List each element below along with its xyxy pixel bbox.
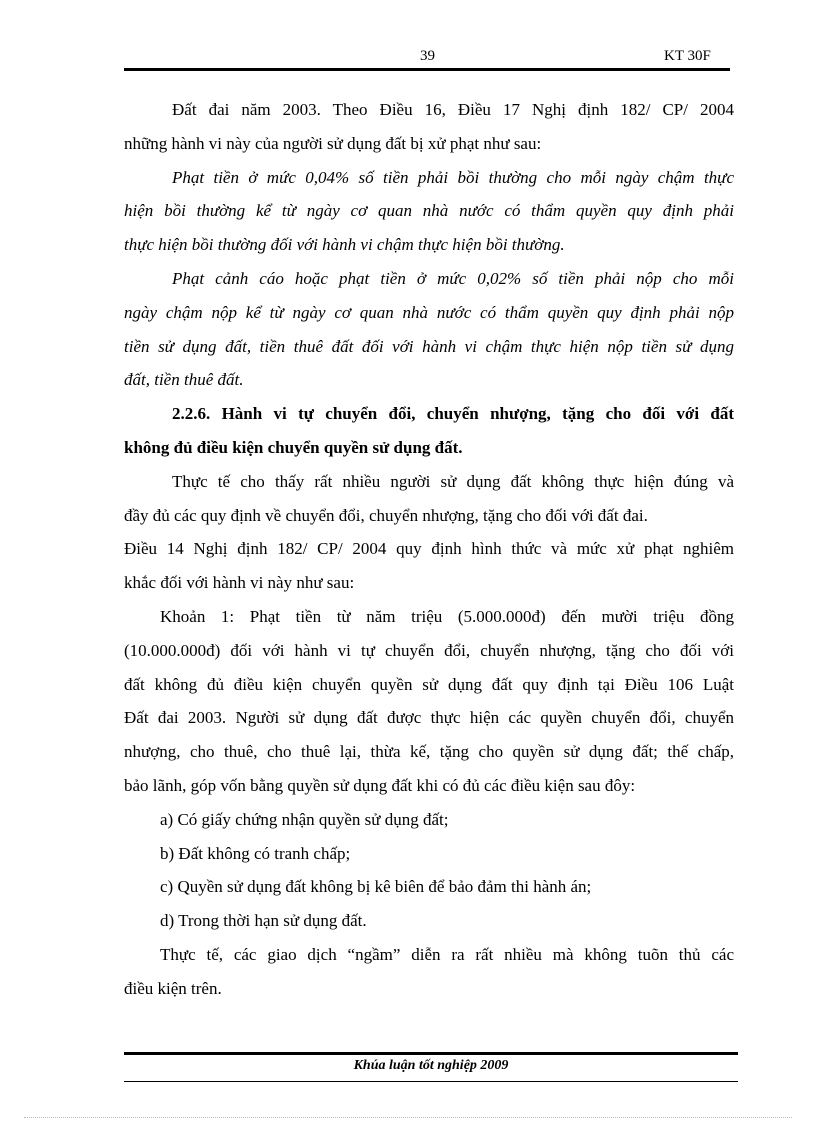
text-line: khắc đối với hành vi này như sau:	[124, 573, 355, 593]
text-line: Đất đai năm 2003. Theo Điều 16, Điều 17 Nghị định 182/ CP/ 2004	[172, 100, 734, 119]
text-line: những hành vi này của người sử dụng đất bị xử phạt như sau:	[124, 133, 542, 153]
text-line: đất không đủ điều kiện chuyển quyền sử dụng đất quy định tại Điều 106 Luật	[124, 674, 734, 694]
paragraph	[124, 262, 734, 397]
text-line: Khoản 1: Phạt tiền từ năm triệu (5.000.000đ) đến mười triệu đồng	[160, 606, 734, 626]
header-rule	[124, 68, 730, 71]
text-line: điều kiện trên.	[124, 978, 222, 998]
text-line: Thực tế cho thấy rất nhiều người sử dụng đất không thực hiện đúng và	[172, 471, 734, 491]
text-line: đầy đủ các quy định về chuyển đổi, chuyển nhượng, tặng cho đối với đất đai.	[124, 505, 648, 525]
list-item: c) Quyền sử dụng đất không bị kê biên để bảo đảm thi hành án;	[160, 877, 592, 897]
section-heading	[124, 397, 734, 465]
text-line: Đất đai 2003. Người sử dụng đất được thực hiện các quyền chuyển đổi, chuyển	[124, 708, 734, 728]
text-line: bảo lãnh, góp vốn bằng quyền sử dụng đất khi có đủ các điều kiện sau đôy:	[124, 775, 636, 795]
text-line: Điều 14 Nghị định 182/ CP/ 2004 quy định hình thức và mức xử phạt nghiêm	[124, 539, 734, 559]
header-code: KT 30F	[664, 48, 711, 64]
footer-rule	[124, 1052, 738, 1055]
text-line: ngày chậm nộp kể từ ngày cơ quan nhà nước có thẩm quyền quy định phải nộp	[124, 302, 734, 322]
list-item: a) Có giấy chứng nhận quyền sử dụng đất;	[160, 809, 449, 829]
footer-rule-thin	[124, 1081, 738, 1082]
list-item: b) Đất không có tranh chấp;	[160, 843, 351, 863]
text-line: Phạt cảnh cáo hoặc phạt tiền ở mức 0,02% số tiền phải nộp cho mỗi	[172, 268, 734, 288]
page-number: 39	[420, 48, 435, 64]
text-line: 2.2.6. Hành vi tự chuyển đổi, chuyển nhượng, tặng cho đối với đất	[172, 404, 734, 424]
footer-text: Khúa luận tốt nghiệp 2009	[353, 1058, 509, 1073]
paragraph	[124, 93, 734, 161]
text-line: Thực tế, các giao dịch “ngầm” diễn ra rất nhiều mà không tuõn thủ các	[160, 944, 734, 964]
page-edge-dots	[24, 1117, 792, 1118]
document-body	[124, 93, 734, 1006]
text-line: hiện bồi thường kể từ ngày cơ quan nhà nước có thẩm quyền quy định phải	[124, 201, 734, 221]
text-line: thực hiện bồi thường đối với hành vi chậm thực hiện bồi thường.	[124, 235, 565, 255]
paragraph	[124, 938, 734, 1006]
text-line: nhượng, cho thuê, cho thuê lại, thừa kế, tặng cho quyền sử dụng đất; thế chấp,	[124, 742, 734, 762]
text-line: tiền sử dụng đất, tiền thuê đất đối với hành vi chậm thực hiện nộp tiền sử dụng	[124, 336, 734, 356]
text-line: Phạt tiền ở mức 0,04% số tiền phải bồi thường cho mỗi ngày chậm thực	[172, 167, 734, 187]
list-item: d) Trong thời hạn sử dụng đất.	[160, 911, 367, 931]
text-line: (10.000.000đ) đối với hành vi tự chuyển đổi, chuyển nhượng, tặng cho đối với	[124, 640, 734, 660]
paragraph	[124, 161, 734, 262]
text-line: không đủ điều kiện chuyển quyền sử dụng đất.	[124, 437, 463, 457]
paragraph	[124, 465, 734, 600]
paragraph	[124, 600, 734, 803]
text-line: đất, tiền thuê đất.	[124, 370, 244, 390]
